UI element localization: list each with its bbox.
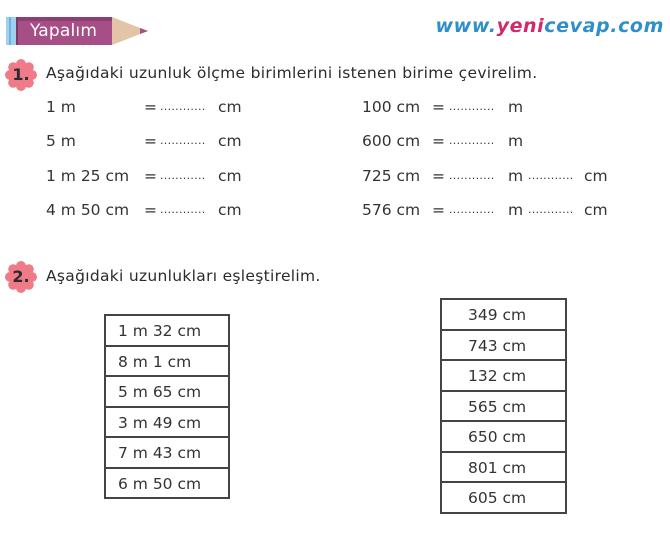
quantity: 100 cm [362, 98, 421, 116]
question-1-text: Aşağıdaki uzunluk ölçme birimlerini istenen birime çevirelim. [46, 64, 538, 82]
answer-blank[interactable]: ............ [160, 100, 206, 113]
conversion-row [46, 131, 242, 151]
quantity: 576 cm [362, 201, 421, 219]
match-item[interactable]: 3 m 49 cm [106, 408, 228, 439]
unit: m [508, 98, 524, 116]
quantity: 1 m [46, 98, 76, 116]
question-2-number: 2. [12, 267, 30, 286]
unit: cm [584, 167, 608, 185]
unit: cm [218, 132, 242, 150]
equals-sign: = [144, 167, 157, 185]
question-2-text: Aşağıdaki uzunlukları eşleştirelim. [46, 267, 321, 285]
site-text-www: www. [435, 15, 497, 37]
conversion-row [46, 200, 242, 220]
equals-sign: = [432, 167, 445, 185]
unit: m [508, 132, 524, 150]
conversion-row [362, 131, 524, 151]
match-left-column [104, 314, 230, 499]
answer-blank[interactable]: ............ [160, 169, 206, 182]
conversion-row [46, 97, 242, 117]
unit: m [508, 201, 524, 219]
equals-sign: = [144, 98, 157, 116]
quantity: 600 cm [362, 132, 421, 150]
unit: cm [218, 201, 242, 219]
answer-blank[interactable]: ............ [449, 203, 495, 216]
quantity: 5 m [46, 132, 76, 150]
conversion-row [362, 166, 608, 186]
conversion-row [46, 166, 242, 186]
equals-sign: = [144, 201, 157, 219]
unit: cm [584, 201, 608, 219]
answer-blank[interactable]: ............ [528, 169, 574, 182]
match-item[interactable]: 349 cm [442, 300, 565, 331]
match-item[interactable]: 132 cm [442, 361, 565, 392]
site-text-yeni: yeni [496, 15, 545, 37]
equals-sign: = [144, 132, 157, 150]
question-1-number: 1. [12, 65, 30, 84]
match-item[interactable]: 605 cm [442, 483, 565, 514]
section-label: Yapalım [30, 21, 98, 41]
match-item[interactable]: 650 cm [442, 422, 565, 453]
match-item[interactable]: 5 m 65 cm [106, 377, 228, 408]
site-watermark [436, 15, 664, 37]
question-1-badge [5, 59, 37, 91]
match-item[interactable]: 743 cm [442, 331, 565, 362]
answer-blank[interactable]: ............ [160, 134, 206, 147]
unit: cm [218, 98, 242, 116]
unit: m [508, 167, 524, 185]
quantity: 1 m 25 cm [46, 167, 130, 185]
match-item[interactable]: 8 m 1 cm [106, 347, 228, 378]
unit: cm [218, 167, 242, 185]
site-text-cevap: cevap.com [544, 15, 664, 37]
answer-blank[interactable]: ............ [160, 203, 206, 216]
equals-sign: = [432, 201, 445, 219]
answer-blank[interactable]: ............ [449, 100, 495, 113]
answer-blank[interactable]: ............ [449, 134, 495, 147]
match-item[interactable]: 7 m 43 cm [106, 438, 228, 469]
quantity: 725 cm [362, 167, 421, 185]
answer-blank[interactable]: ............ [449, 169, 495, 182]
match-item[interactable]: 565 cm [442, 392, 565, 423]
equals-sign: = [432, 132, 445, 150]
match-item[interactable]: 6 m 50 cm [106, 469, 228, 500]
quantity: 4 m 50 cm [46, 201, 130, 219]
question-2-badge [5, 261, 37, 293]
match-item[interactable]: 801 cm [442, 453, 565, 484]
equals-sign: = [432, 98, 445, 116]
answer-blank[interactable]: ............ [528, 203, 574, 216]
conversion-row [362, 200, 608, 220]
conversion-row [362, 97, 524, 117]
match-item[interactable]: 1 m 32 cm [106, 316, 228, 347]
match-right-column [440, 298, 567, 514]
